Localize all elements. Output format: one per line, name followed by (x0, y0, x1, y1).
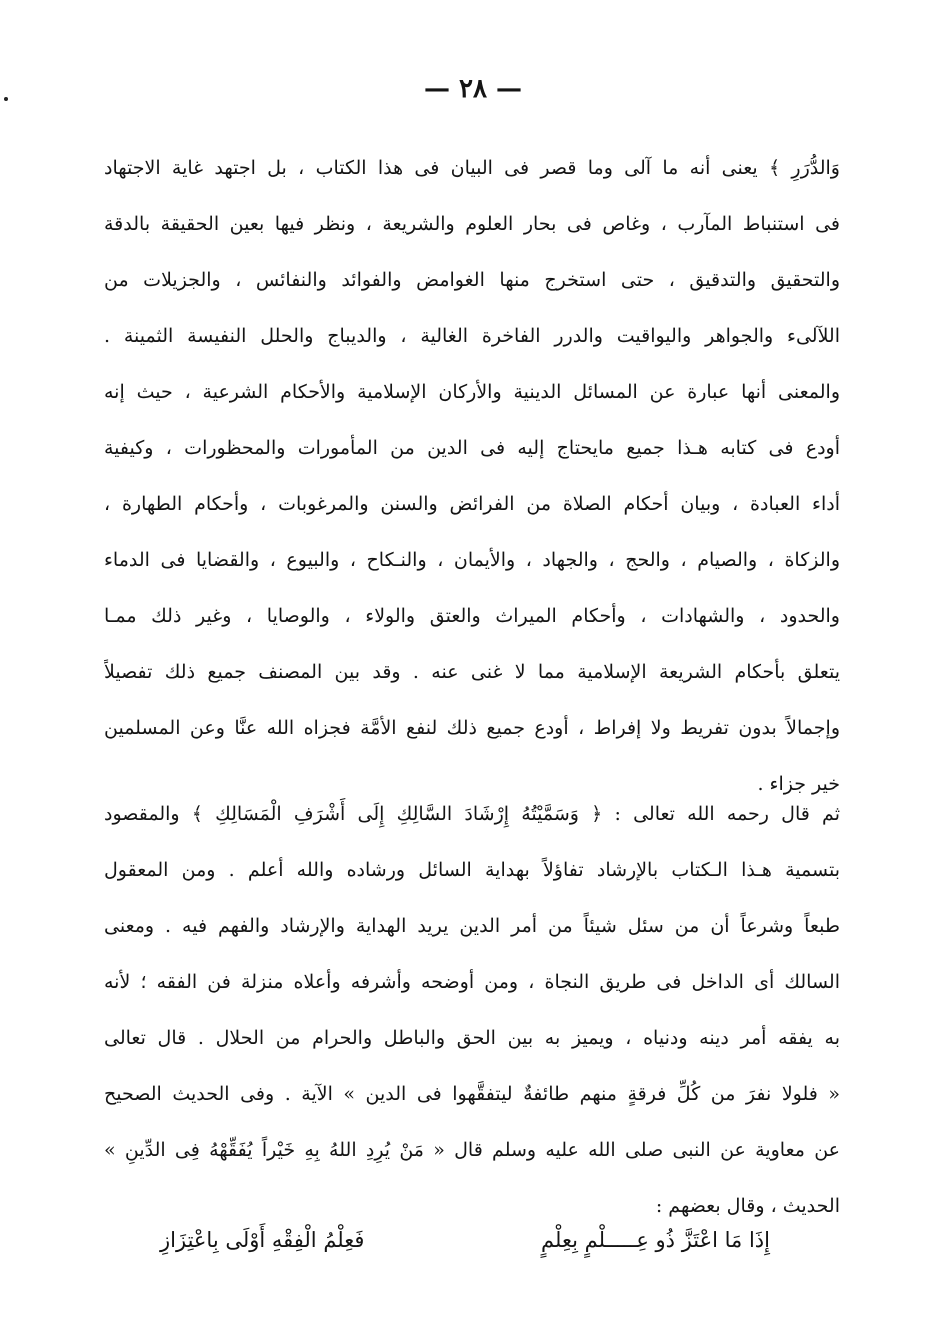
text-line: أداء العبادة ، وبيان أحكام الصلاة من الفرائض والسنن والمرغوبات ، وأحكام الطهارة ، (104, 493, 840, 515)
text-line: السالك أى الداخل فى طريق النجاة ، ومن أوضحه وأشرفه وأعلاه منزلة فن الفقه ؛ لأنه (104, 971, 840, 993)
text-line: والحدود ، والشهادات ، وأحكام الميراث والعتق والولاء ، والوصايا ، وغير ذلك ممـا (104, 605, 840, 627)
text-line: الحديث ، وقال بعضهم : (655, 1195, 840, 1217)
text-line: اللآلىء والجواهر واليواقيت والدرر الفاخرة الغالية ، والديباج والحلل النفيسة الثمينة . (104, 325, 840, 347)
text-line: به يفقه أمر دينه ودنياه ، ويميز به بين الحق والباطل والحرام من الحلال . قال تعالى (104, 1027, 840, 1049)
text-line: « فلولا نفرَ من كُلِّ فرقةٍ منهم طائفةٌ ليتفقَّهوا فى الدين » الآية . وفى الحديث الصحيح (104, 1083, 840, 1105)
text-line: يتعلق بأحكام الشريعة الإسلامية مما لا غنى عنه . وقد بين المصنف جميع ذلك تفصيلاً (104, 661, 840, 683)
text-line: عن معاوية عن النبى صلى الله عليه وسلم قال « مَنْ يُرِدِ اللهُ بِهِ خَيْراً يُفَقِّهْهُ فِى الدِّينِ » (104, 1139, 840, 1161)
text-line: بتسمية هـذا الـكتاب بالإرشاد تفاؤلاً بهداية السائل ورشاده والله أعلم . ومن المعقول (104, 859, 840, 881)
text-line: طبعاً وشرعاً أن من سئل شيئاً من أمر الدين يريد الهداية والإرشاد والفهم فيه . ومعنى (104, 915, 840, 937)
text-line: والتحقيق والتدقيق ، حتى استخرج منها الغوامض والفوائد والنفائس ، والجزيلات من (104, 269, 840, 291)
text-line: ثم قال رحمه الله تعالى : ﴿ وَسَمَّيْتُهُ إِرْشَادَ السَّالِكِ إِلَى أَشْرَفِ الْمَسَالِكِ ﴾ والمقصود (104, 803, 840, 825)
paragraph-title-explanation (104, 786, 840, 1234)
text-line: والزكاة ، والصيام ، والحج ، والجهاد ، والأيمان ، والنـكاح ، والبيوع ، والقضايا فى الدماء (104, 549, 840, 571)
text-line: والمعنى أنها عبارة عن المسائل الدينية والأركان الإسلامية والأحكام الشرعية ، حيث إنه (104, 381, 840, 403)
verse-second-hemistich: فَعِلْمُ الْفِقْهِ أَوْلَى بِاعْتِزَازِ (160, 1228, 365, 1252)
text-line: وإجمالاً بدون تفريط ولا إفراط ، أودع جميع ذلك لنفع الأمَّة فجزاه الله عنَّا وعن المسلمين (104, 717, 840, 739)
text-line: فى استنباط المآرب ، وغاص فى بحار العلوم والشريعة ، ونظر فيها بعين الحقيقة بالدقة (104, 213, 840, 235)
page-number: — ٢٨ — (423, 74, 523, 104)
paragraph-commentary (104, 140, 840, 812)
verse-first-hemistich: إِذَا مَا اعْتَزَّ ذُو عِـــــلْمٍ بِعِلْمٍ (541, 1228, 770, 1252)
text-line: خير جزاء . (757, 773, 840, 795)
text-line: وَالدُّرَرِ ﴾ يعنى أنه ما آلى وما قصر فى البيان فى هذا الكتاب ، بل اجتهد غاية الاجتهاد (104, 157, 840, 179)
text-line: أودع فى كتابه هـذا جميع مايحتاج إليه فى الدين من المأمورات والمحظورات ، وكيفية (104, 437, 840, 459)
poem-verse (160, 1210, 770, 1270)
